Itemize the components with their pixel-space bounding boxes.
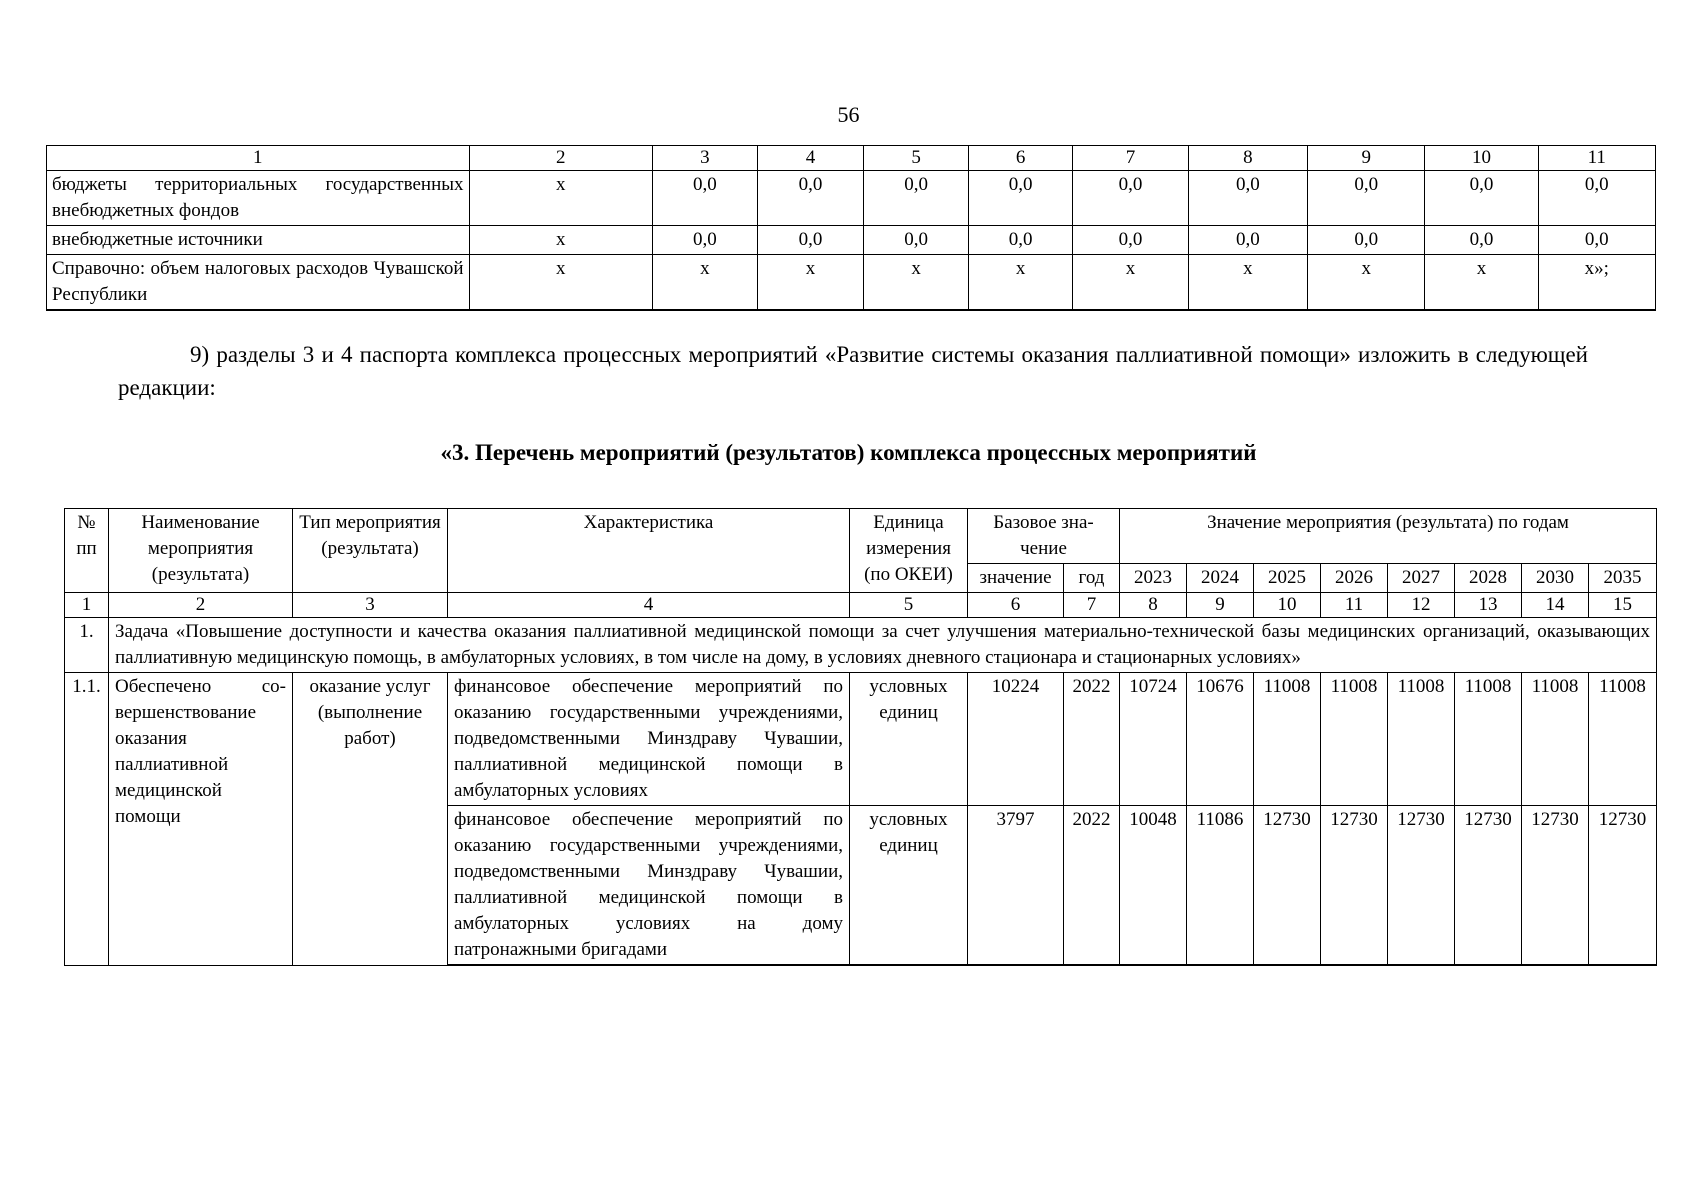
item-name: Обеспечено совершенствование оказания паллиативной медицинской помощи	[109, 673, 293, 966]
column-number: 8	[1188, 146, 1308, 171]
cell-value: 0,0	[1308, 171, 1425, 226]
column-number: 15	[1589, 593, 1657, 618]
column-number: 11	[1321, 593, 1388, 618]
cell-value: 0,0	[653, 226, 758, 255]
column-number: 10	[1254, 593, 1321, 618]
header-year: 2024	[1187, 564, 1254, 593]
item-base-value: 3797	[968, 806, 1064, 966]
cell-value: 0,0	[1188, 226, 1308, 255]
cell-value: x	[469, 226, 653, 255]
cell-value: 0,0	[1073, 226, 1188, 255]
item-year-value: 11008	[1321, 673, 1388, 806]
table-header-row	[47, 146, 1656, 171]
column-numbers-row	[65, 593, 1657, 618]
column-number: 6	[968, 146, 1073, 171]
item-year-value: 12730	[1388, 806, 1455, 966]
item-base-value: 10224	[968, 673, 1064, 806]
column-number: 7	[1064, 593, 1120, 618]
amendment-paragraph: 9) разделы 3 и 4 паспорта комплекса процессных мероприятий «Развитие системы оказания паллиативной помощи» изложить в следующей редакции:	[118, 342, 1588, 400]
column-number: 6	[968, 593, 1064, 618]
column-number: 13	[1455, 593, 1522, 618]
header-base-year: год	[1064, 564, 1120, 593]
cell-value: x	[968, 255, 1073, 311]
cell-value: 0,0	[653, 171, 758, 226]
task-row	[65, 618, 1657, 673]
item-year-value: 12730	[1522, 806, 1589, 966]
budget-table	[46, 145, 1656, 311]
header-characteristic: Характеристика	[448, 509, 850, 593]
task-num: 1.	[65, 618, 109, 673]
header-year: 2027	[1388, 564, 1455, 593]
item-characteristic: финансовое обеспечение мероприятий по оказанию государственными учреждениями, подведомственными Минздраву Чувашии, паллиативной медицинской помощи в амбулаторных условиях	[448, 673, 850, 806]
cell-value: 0,0	[1073, 171, 1188, 226]
header-type: Тип мероприятия (результата)	[293, 509, 448, 593]
item-base-year: 2022	[1064, 806, 1120, 966]
column-number: 2	[469, 146, 653, 171]
cell-value: 0,0	[968, 226, 1073, 255]
item-year-value: 12730	[1455, 806, 1522, 966]
header-year: 2030	[1522, 564, 1589, 593]
cell-value: x	[469, 171, 653, 226]
header-base-value: значение	[968, 564, 1064, 593]
item-unit: условных единиц	[850, 673, 968, 806]
table-header-row	[65, 509, 1657, 564]
cell-value: x	[1188, 255, 1308, 311]
cell-value: 0,0	[864, 171, 969, 226]
item-year-value: 12730	[1254, 806, 1321, 966]
row-label: бюджеты территориальных государственных внебюджетных фондов	[47, 171, 470, 226]
item-num: 1.1.	[65, 673, 109, 966]
section-title: «3. Перечень мероприятий (результатов) комплекса процессных мероприятий	[440, 440, 1257, 465]
cell-value: x»;	[1538, 255, 1655, 311]
table-row	[47, 255, 1656, 311]
cell-value: 0,0	[1538, 226, 1655, 255]
cell-value: 0,0	[1425, 226, 1538, 255]
cell-value: x	[469, 255, 653, 311]
item-year-value: 11008	[1455, 673, 1522, 806]
item-type: оказание услуг (выполнение работ)	[293, 673, 448, 966]
item-unit: условных единиц	[850, 806, 968, 966]
column-number: 1	[47, 146, 470, 171]
cell-value: x	[757, 255, 864, 311]
cell-value: x	[1073, 255, 1188, 311]
item-year-value: 10048	[1120, 806, 1187, 966]
column-number: 2	[109, 593, 293, 618]
column-number: 10	[1425, 146, 1538, 171]
cell-value: x	[864, 255, 969, 311]
cell-value: 0,0	[1188, 171, 1308, 226]
column-number: 4	[757, 146, 864, 171]
item-year-value: 11008	[1589, 673, 1657, 806]
task-text: Задача «Повышение доступности и качества оказания паллиативной медицинской помощи за счет улучшения материально-технической базы медицинских организаций, оказывающих паллиативную медицинскую помощь, в амбулаторных условиях, в том числе на дому, в условиях дневного стационара и стационарных условиях»	[109, 618, 1657, 673]
cell-value: 0,0	[757, 171, 864, 226]
item-year-value: 11008	[1522, 673, 1589, 806]
cell-value: 0,0	[1538, 171, 1655, 226]
row-label: Справочно: объем налоговых расходов Чувашской Республики	[47, 255, 470, 311]
table-row	[47, 226, 1656, 255]
item-year-value: 12730	[1321, 806, 1388, 966]
item-year-value: 10724	[1120, 673, 1187, 806]
column-number: 3	[653, 146, 758, 171]
activities-table	[64, 508, 1657, 966]
column-number: 4	[448, 593, 850, 618]
header-num: № пп	[65, 509, 109, 593]
cell-value: 0,0	[968, 171, 1073, 226]
item-year-value: 12730	[1589, 806, 1657, 966]
item-base-year: 2022	[1064, 673, 1120, 806]
cell-value: 0,0	[1425, 171, 1538, 226]
cell-value: x	[1425, 255, 1538, 311]
column-number: 9	[1187, 593, 1254, 618]
header-year: 2023	[1120, 564, 1187, 593]
cell-value: x	[653, 255, 758, 311]
column-number: 5	[850, 593, 968, 618]
column-number: 3	[293, 593, 448, 618]
header-year: 2028	[1455, 564, 1522, 593]
column-number: 1	[65, 593, 109, 618]
header-year: 2026	[1321, 564, 1388, 593]
item-year-value: 11008	[1388, 673, 1455, 806]
item-year-value: 10676	[1187, 673, 1254, 806]
header-base: Базовое значение	[968, 509, 1120, 564]
cell-value: x	[1308, 255, 1425, 311]
header-values-by-year: Значение мероприятия (результата) по годам	[1120, 509, 1657, 564]
cell-value: 0,0	[757, 226, 864, 255]
column-number: 12	[1388, 593, 1455, 618]
item-year-value: 11086	[1187, 806, 1254, 966]
column-number: 9	[1308, 146, 1425, 171]
page-number: 56	[837, 102, 860, 127]
header-year: 2025	[1254, 564, 1321, 593]
item-characteristic: финансовое обеспечение мероприятий по оказанию государственными учреждениями, подведомственными Минздраву Чувашии, паллиативной медицинской помощи в амбулаторных условиях на дому патронажными бригадами	[448, 806, 850, 966]
column-number: 14	[1522, 593, 1589, 618]
column-number: 5	[864, 146, 969, 171]
table-row	[65, 673, 1657, 806]
table-row	[47, 171, 1656, 226]
row-label: внебюджетные источники	[47, 226, 470, 255]
cell-value: 0,0	[864, 226, 969, 255]
header-year: 2035	[1589, 564, 1657, 593]
header-unit: Единица измерения (по ОКЕИ)	[850, 509, 968, 593]
column-number: 11	[1538, 146, 1655, 171]
cell-value: 0,0	[1308, 226, 1425, 255]
header-name: Наименование мероприятия (результата)	[109, 509, 293, 593]
column-number: 8	[1120, 593, 1187, 618]
item-year-value: 11008	[1254, 673, 1321, 806]
column-number: 7	[1073, 146, 1188, 171]
